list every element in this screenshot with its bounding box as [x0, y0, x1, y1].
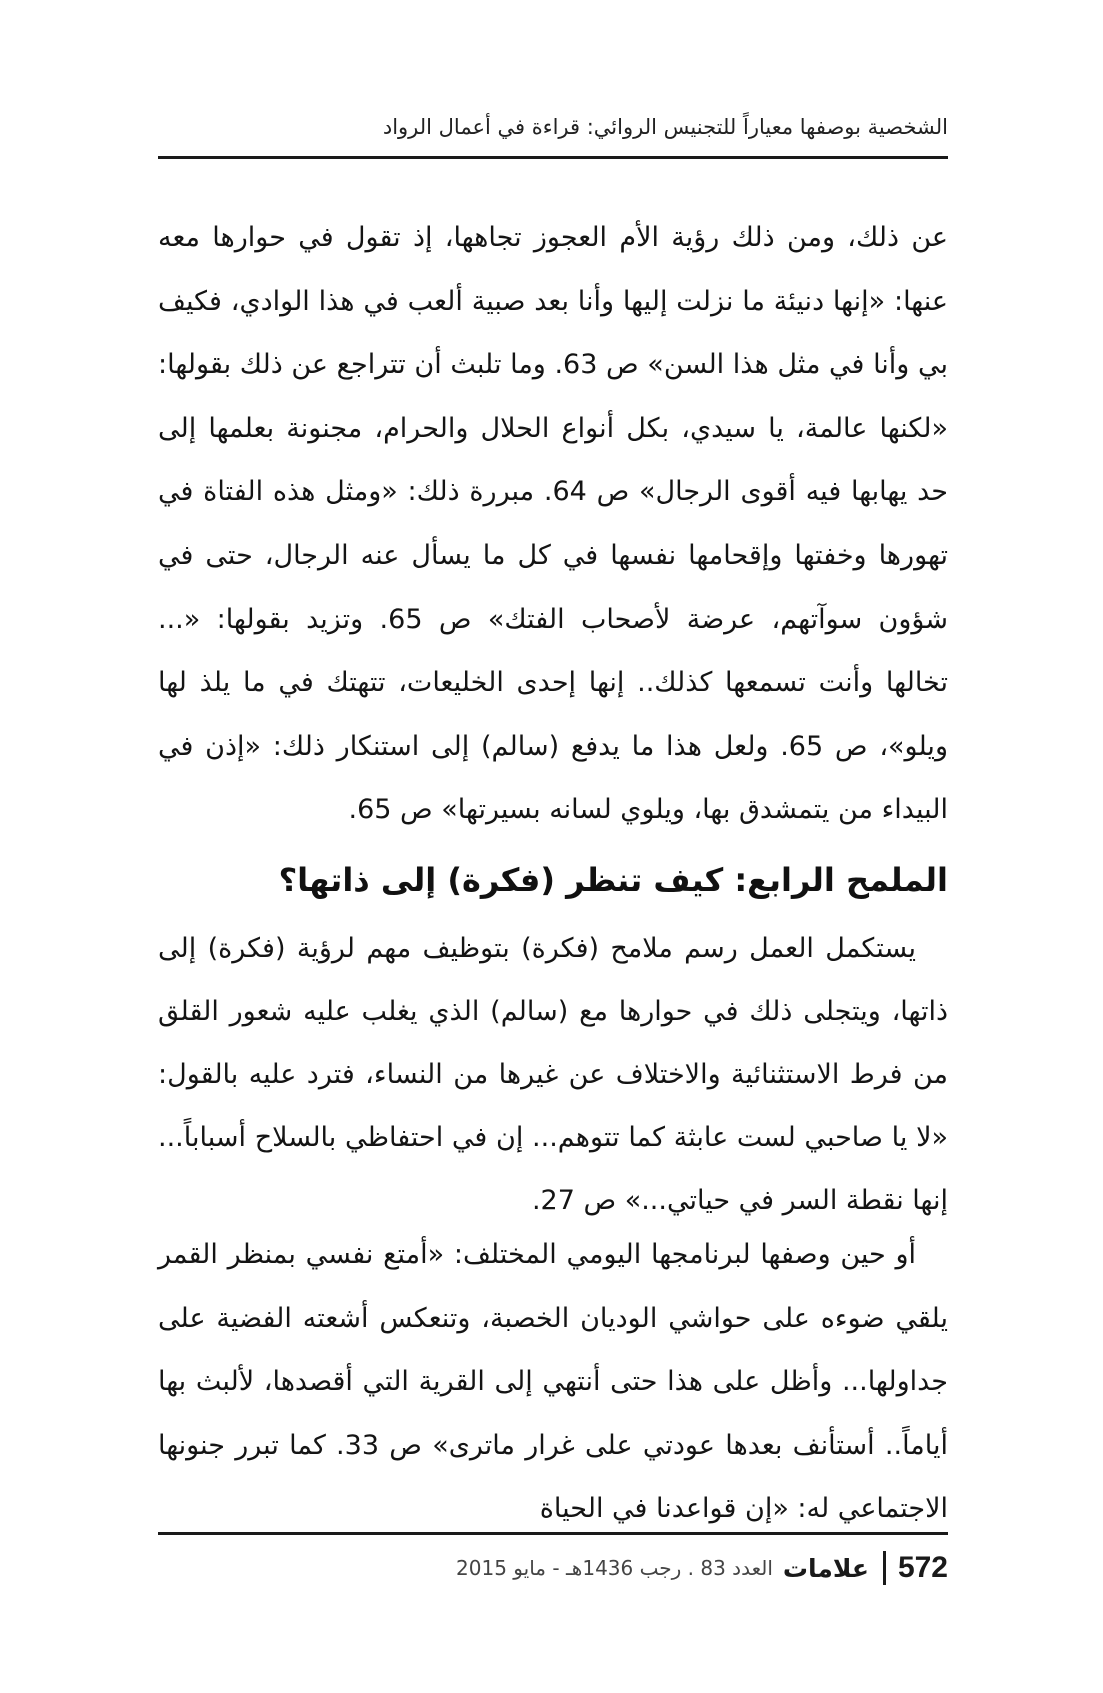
- section-heading: الملمح الرابع: كيف تنظر (فكرة) إلى ذاتها؟: [278, 861, 948, 899]
- page-number: 572: [897, 1551, 948, 1584]
- page-footer: [158, 1546, 948, 1590]
- paragraph-1: [158, 206, 948, 842]
- journal-logo: علامات: [782, 1553, 869, 1583]
- paragraph-2-text: يستكمل العمل رسم ملامح (فكرة) بتوظيف مهم لرؤية (فكرة) إلى ذاتها، ويتجلى ذلك في حوارها مع (سالم) الذي يغلب عليه شعور القلق من فرط الاستثنائية والاختلاف عن غيرها من النساء، فترد عليه بالقول: «لا يا صاحبي لست عابثة كما تتوهم... إن في احتفاظي بالسلاح أسباباً... إنها نقطة السر في حياتي...» ص 27.: [158, 933, 948, 1216]
- paragraph-3-text: أو حين وصفها لبرنامجها اليومي المختلف: «أمتع نفسي بمنظر القمر يلقي ضوءه على حواشي الوديان الخصبة، وتنعكس أشعته الفضية على جداولها... وأظل على هذا حتى أنتهي إلى القرية التي أقصدها، لألبث بها أياماً.. أستأنف بعدها عودتي على غرار ماترى» ص 33. كما تبرر جنونها الاجتماعي له: «إن قواعدنا في الحياة: [158, 1239, 948, 1524]
- paragraph-2: [158, 917, 948, 1232]
- footer-separator: [883, 1551, 886, 1585]
- paragraph-1-text: عن ذلك، ومن ذلك رؤية الأم العجوز تجاهها، إذ تقول في حوارها معه عنها: «إنها دنيئة ما نزلت إليها وأنا بعد صبية ألعب في هذا الوادي، فكيف بي وأنا في مثل هذا السن» ص 63. وما تلبث أن تتراجع عن ذلك بقولها: «لكنها عالمة، يا سيدي، بكل أنواع الحلال والحرام، مجنونة بعلمها إلى حد يهابها فيه أقوى الرجال» ص 64. مبررة ذلك: «ومثل هذه الفتاة في تهورها وخفتها وإقحامها نفسها في كل ما يسأل عنه الرجال، حتى في شؤون سوآتهم، عرضة لأصحاب الفتك» ص 65. وتزيد بقولها: «... تخالها وأنت تسمعها كذلك.. إنها إحدى الخليعات، تتهتك في ما يلذ لها ويلو»، ص 65. ولعل هذا ما يدفع (سالم) إلى استنكار ذلك: «إذن في البيداء من يتمشدق بها، ويلوي لسانه بسيرتها» ص 65.: [158, 222, 948, 826]
- issue-info: العدد 83 . رجب 1436هـ - مايو 2015: [456, 1556, 773, 1580]
- paragraph-3: [158, 1223, 948, 1541]
- header-divider: [158, 156, 948, 159]
- running-header: الشخصية بوصفها معياراً للتجنيس الروائي: قراءة في أعمال الرواد: [382, 115, 948, 139]
- footer-divider: [158, 1532, 948, 1535]
